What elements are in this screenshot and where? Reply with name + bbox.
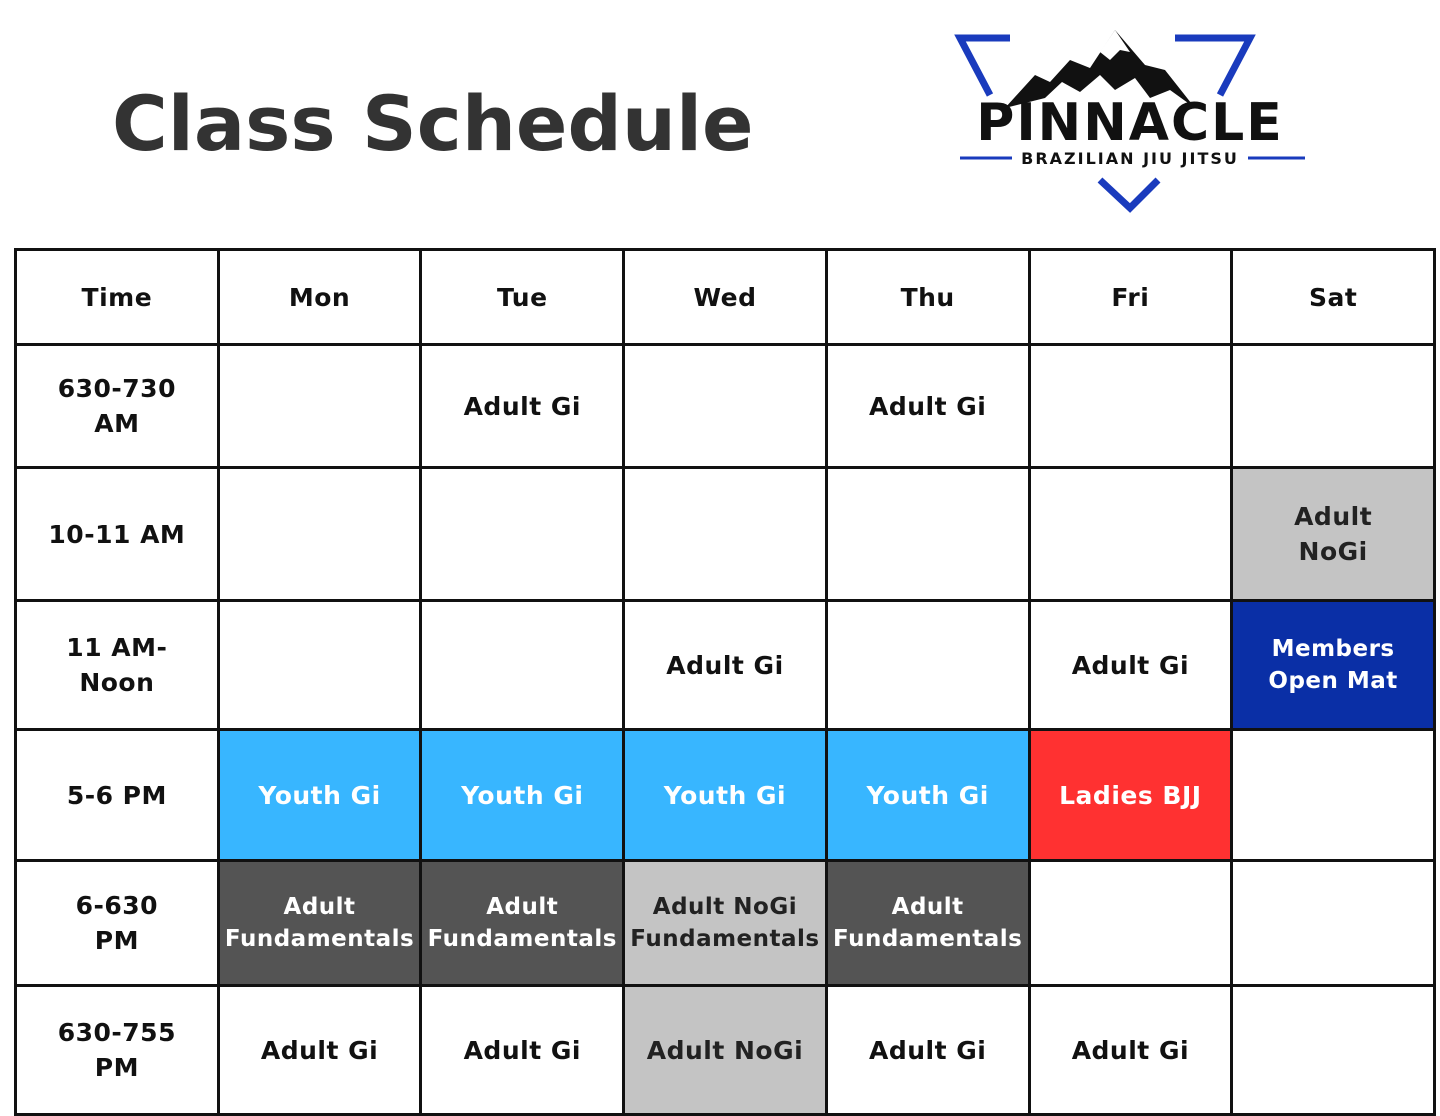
header-row <box>16 250 1435 345</box>
class-cell-thu <box>826 601 1029 730</box>
table-row <box>16 730 1435 861</box>
logo-triangle-bottom <box>1100 180 1158 208</box>
class-name-line: Adult Gi <box>666 650 784 680</box>
time-cell <box>16 345 219 468</box>
class-cell-mon <box>218 730 421 861</box>
class-cell-thu <box>826 861 1029 986</box>
class-name-line: NoGi <box>1298 537 1368 566</box>
logo-subtitle: BRAZILIAN JIU JITSU <box>1021 149 1239 168</box>
class-name-line: Fundamentals <box>224 926 415 952</box>
time-line: PM <box>94 1053 139 1082</box>
class-name-line: Adult NoGi <box>646 1035 804 1065</box>
table-row <box>16 345 1435 468</box>
class-name-line: Adult Gi <box>463 1035 581 1065</box>
class-cell-sat <box>1232 986 1435 1115</box>
class-cell-mon <box>218 468 421 601</box>
class-cell-sat <box>1232 861 1435 986</box>
class-cell-fri <box>1029 601 1232 730</box>
class-name-line: Open Mat <box>1268 668 1398 694</box>
class-cell-wed <box>624 861 827 986</box>
class-cell-wed <box>624 730 827 861</box>
class-cell-wed <box>624 601 827 730</box>
time-line: 10-11 AM <box>48 519 186 549</box>
class-cell-tue <box>421 986 624 1115</box>
table-row <box>16 601 1435 730</box>
class-cell-sat <box>1232 730 1435 861</box>
class-name-line: Adult Gi <box>1071 650 1190 680</box>
class-cell-tue <box>421 345 624 468</box>
logo-triangle-top-right <box>1175 38 1250 95</box>
class-name-line: Adult <box>891 893 964 920</box>
time-cell <box>16 861 219 986</box>
class-cell-mon <box>218 861 421 986</box>
class-cell-fri <box>1029 345 1232 468</box>
class-name-line: Youth Gi <box>866 780 989 810</box>
class-name-line: Adult <box>1294 502 1373 531</box>
time-cell <box>16 468 219 601</box>
time-line: 11 AM- <box>66 633 168 662</box>
class-name-line: Adult <box>486 893 559 920</box>
class-cell-thu <box>826 986 1029 1115</box>
class-name-line: Adult Gi <box>868 1035 987 1065</box>
class-name-line: Youth Gi <box>663 780 787 810</box>
time-line: 630-730 <box>57 374 176 403</box>
pinnacle-logo <box>950 20 1320 220</box>
class-cell-fri <box>1029 986 1232 1115</box>
time-line: 5-6 PM <box>66 780 167 810</box>
column-header-time: Time <box>16 250 219 345</box>
class-cell-wed <box>624 345 827 468</box>
column-header-thu: Thu <box>826 250 1029 345</box>
class-cell-wed <box>624 986 827 1115</box>
class-cell-sat <box>1232 468 1435 601</box>
class-cell-tue <box>421 468 624 601</box>
time-line: Noon <box>79 668 155 697</box>
column-header-tue: Tue <box>421 250 624 345</box>
class-name-line: Ladies BJJ <box>1059 780 1202 810</box>
class-name-line: Adult Gi <box>868 391 987 421</box>
class-name-line: Fundamentals <box>833 926 1023 952</box>
class-cell-wed <box>624 468 827 601</box>
class-cell-fri <box>1029 861 1232 986</box>
time-line: 630-755 <box>57 1018 176 1047</box>
table-row <box>16 861 1435 986</box>
class-name-line: Fundamentals <box>630 926 820 952</box>
time-line: 6-630 <box>75 891 159 920</box>
logo-triangle-top <box>960 38 1010 95</box>
class-name-line: Fundamentals <box>427 926 617 952</box>
class-name-line: Adult Gi <box>463 391 581 421</box>
time-cell <box>16 601 219 730</box>
class-cell-tue <box>421 730 624 861</box>
time-cell <box>16 730 219 861</box>
time-line: PM <box>94 926 139 955</box>
class-name-line: Members <box>1271 635 1395 662</box>
class-cell-sat <box>1232 345 1435 468</box>
class-cell-fri <box>1029 730 1232 861</box>
class-cell-thu <box>826 468 1029 601</box>
class-cell-tue <box>421 601 624 730</box>
logo-wordmark: PINNACLE <box>976 93 1284 153</box>
column-header-sat: Sat <box>1232 250 1435 345</box>
class-name-line: Youth Gi <box>461 780 584 810</box>
class-cell-sat <box>1232 601 1435 730</box>
time-cell <box>16 986 219 1115</box>
class-name-line: Adult NoGi <box>652 893 798 920</box>
class-cell-thu <box>826 730 1029 861</box>
class-cell-fri <box>1029 468 1232 601</box>
schedule-table <box>14 248 1436 1116</box>
class-name-line: Youth Gi <box>258 780 381 810</box>
class-cell-thu <box>826 345 1029 468</box>
table-row <box>16 468 1435 601</box>
class-name-line: Adult <box>283 893 356 920</box>
table-row <box>16 986 1435 1115</box>
class-cell-mon <box>218 986 421 1115</box>
column-header-mon: Mon <box>218 250 421 345</box>
class-cell-tue <box>421 861 624 986</box>
class-name-line: Adult Gi <box>1071 1035 1190 1065</box>
class-cell-mon <box>218 601 421 730</box>
page-title: Class Schedule <box>112 79 754 168</box>
class-cell-mon <box>218 345 421 468</box>
class-name-line: Adult Gi <box>260 1035 379 1065</box>
column-header-fri: Fri <box>1029 250 1232 345</box>
time-line: AM <box>94 409 140 438</box>
column-header-wed: Wed <box>624 250 827 345</box>
